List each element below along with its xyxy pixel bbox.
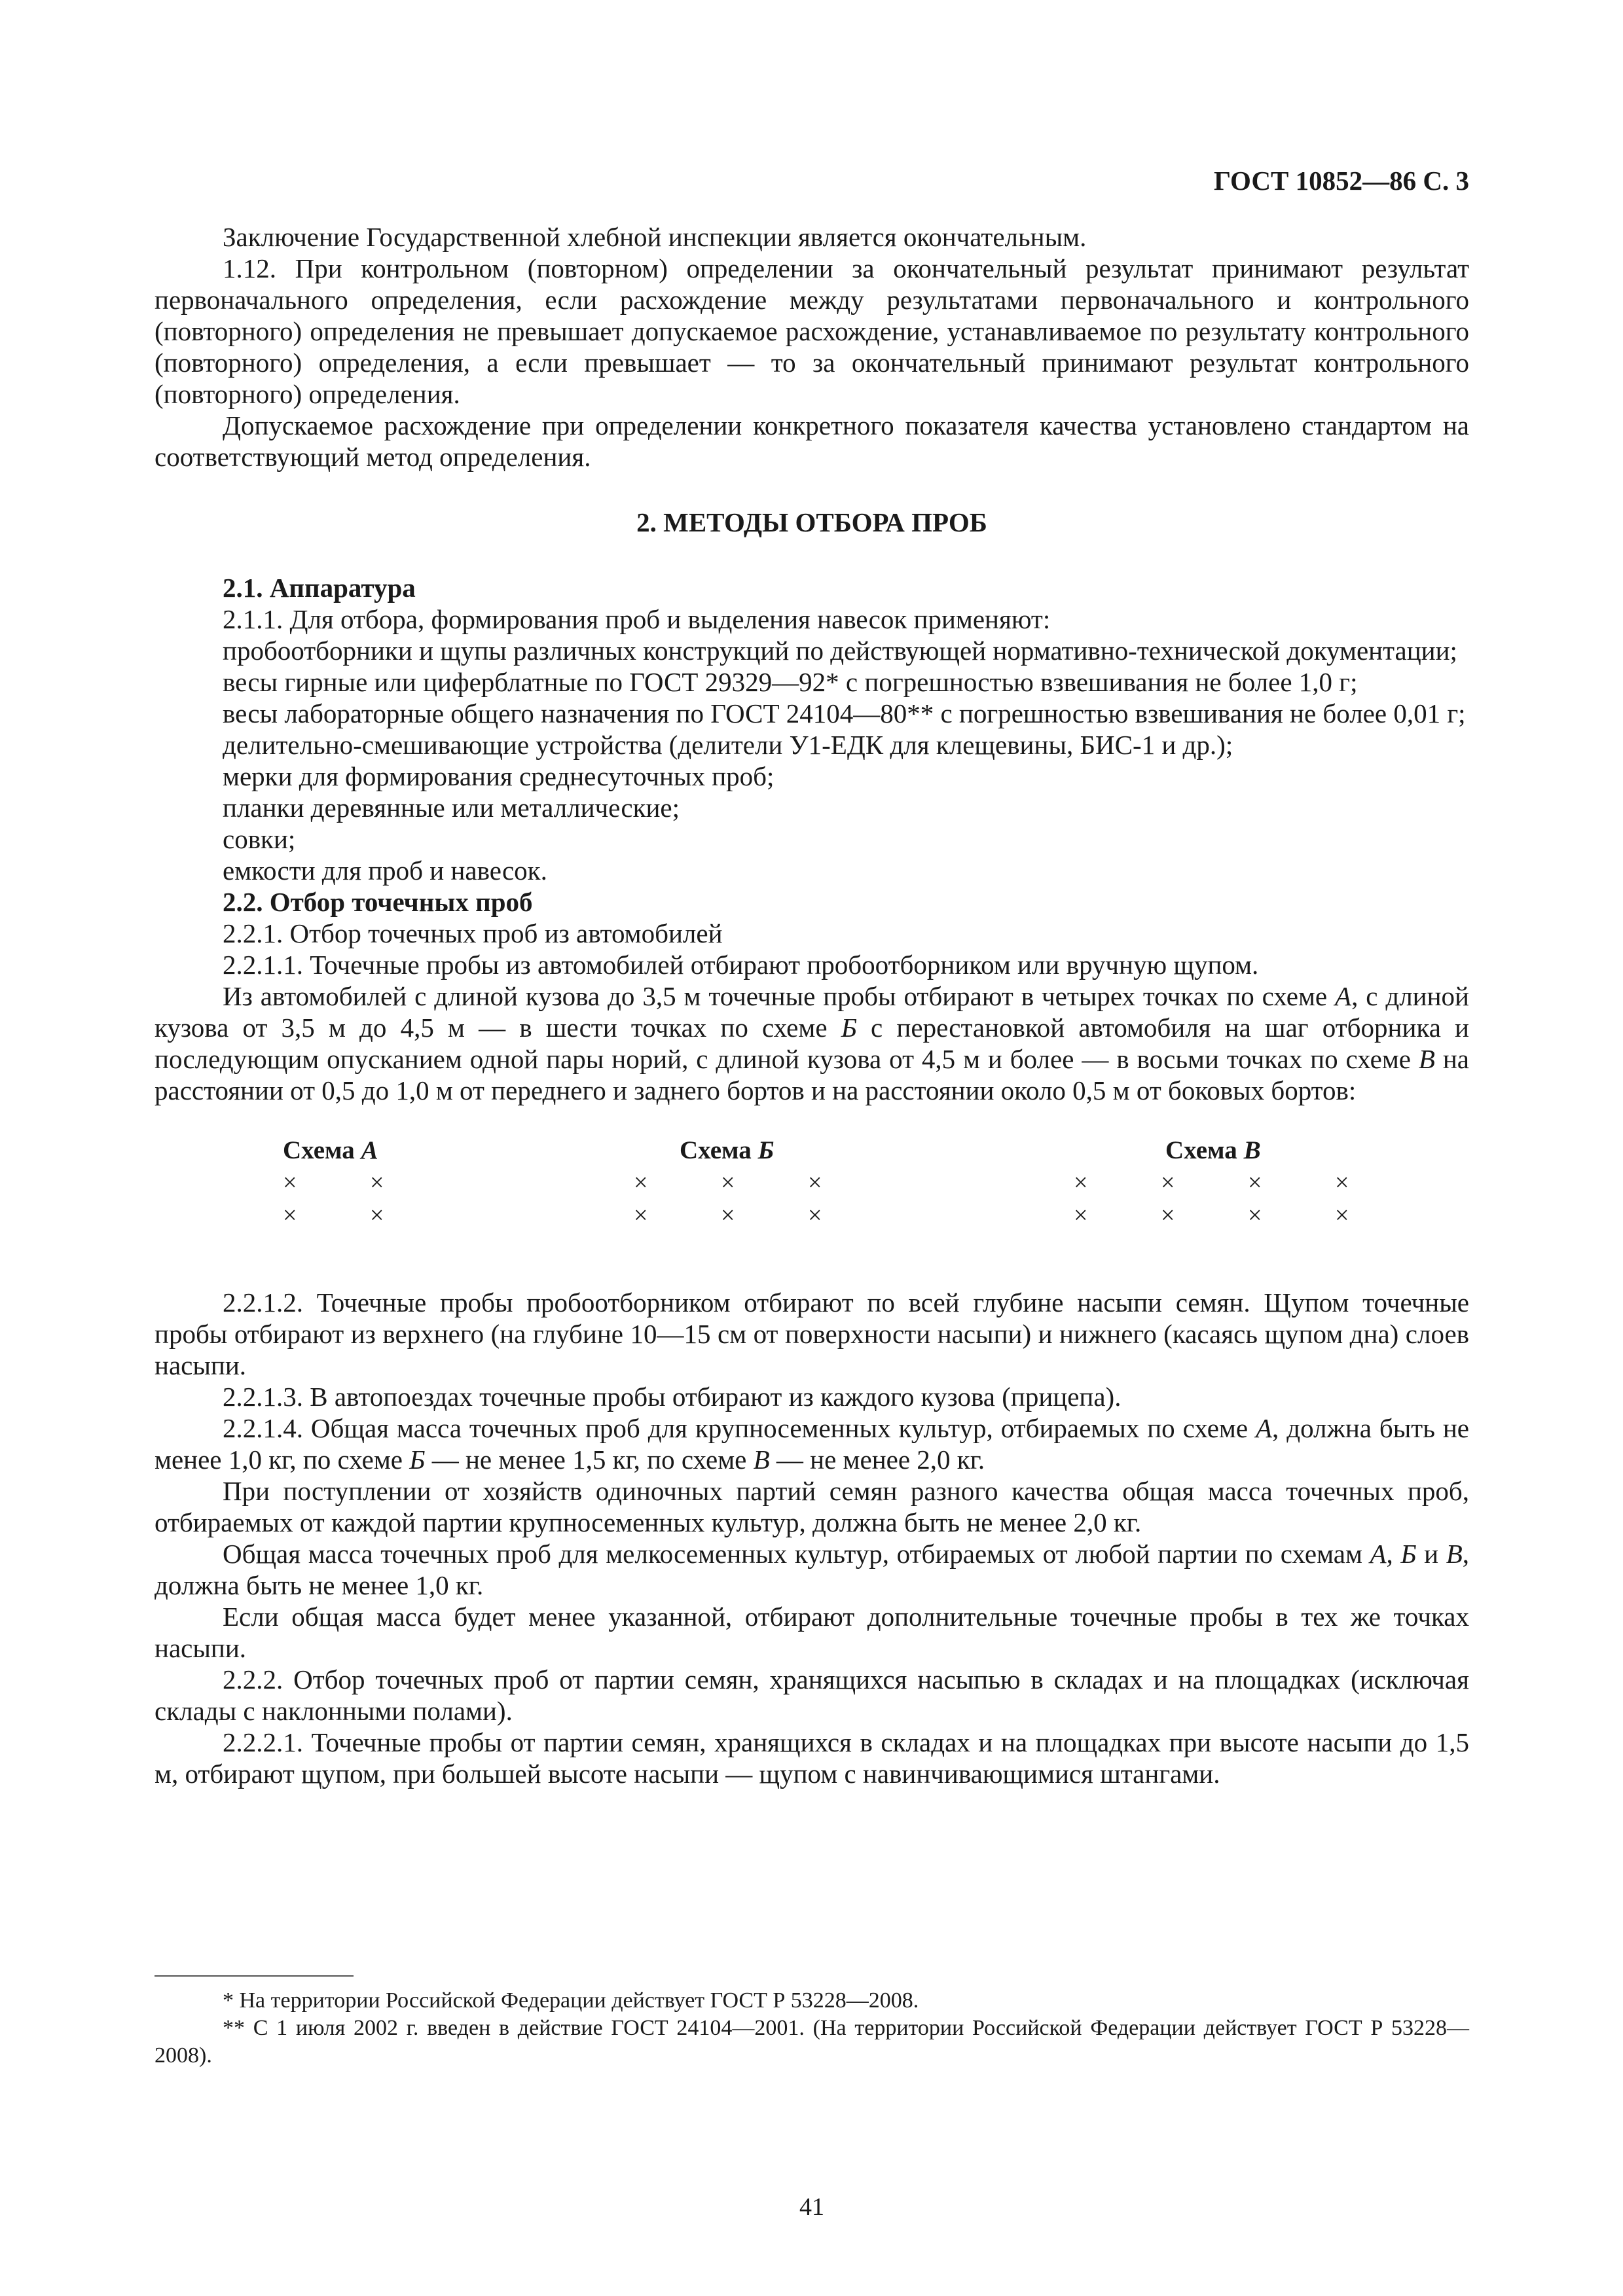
scheme-letter: Б <box>1400 1539 1417 1569</box>
subsection-heading: 2.2. Отбор точечных проб <box>223 887 533 917</box>
sample-point: × <box>721 1202 735 1229</box>
list-item: пробоотборники и щупы различных конструкций по действующей нормативно-технической документации; <box>223 636 1457 666</box>
scheme-row <box>1074 1199 1422 1232</box>
scheme-letter: А <box>1370 1539 1387 1569</box>
text-run: — не менее 2,0 кг. <box>769 1444 985 1475</box>
sample-point: × <box>283 1169 297 1196</box>
scheme-letter: В <box>1243 1136 1261 1164</box>
scheme-letter: А <box>1335 981 1352 1011</box>
text-run: Общая масса точечных проб для мелкосеменных культур, отбираемых от любой партии по схемам <box>223 1539 1370 1569</box>
sample-point: × <box>1074 1169 1088 1196</box>
text-run: и <box>1416 1539 1446 1569</box>
scheme-title <box>283 1135 457 1166</box>
sample-point: × <box>1248 1202 1262 1229</box>
sample-point: × <box>634 1202 648 1229</box>
scheme-letter: Б <box>757 1136 775 1164</box>
running-header: ГОСТ 10852—86 С. 3 <box>1213 166 1469 196</box>
scheme-row <box>634 1166 895 1199</box>
sample-point: × <box>1161 1169 1175 1196</box>
text-run: , с длиной кузова от 3,5 м до 4,5 м — в шести точках по схеме <box>155 981 1469 1043</box>
text-run: , <box>1386 1539 1401 1569</box>
text-run: Из автомобилей с длиной кузова до 3,5 м точечные пробы отбирают в четырех точках по схеме <box>223 981 1336 1011</box>
scheme-label: Схема <box>680 1136 758 1164</box>
sample-point: × <box>370 1169 384 1196</box>
scheme-b <box>634 1135 895 1232</box>
paragraph: Если общая масса будет менее указанной, отбирают дополнительные точечные пробы в тех же точках насыпи. <box>155 1602 1469 1663</box>
scheme-letter: А <box>361 1136 378 1164</box>
sampling-schemes <box>155 1135 1469 1274</box>
text-run: с перестановкой автомобиля на шаг отборника и последующим опусканием одной пары норий, с длиной кузова от 4,5 м и более — в восьми точках по схеме <box>155 1013 1469 1074</box>
paragraph: 2.1.1. Для отбора, формирования проб и выделения навесок применяют: <box>223 604 1051 634</box>
list-item: совки; <box>223 824 296 854</box>
subsection-heading: 2.1. Аппаратура <box>223 573 416 603</box>
paragraph: 2.2.1.2. Точечные пробы пробоотборником отбирают по всей глубине насыпи семян. Щупом точечные пробы отбирают из верхнего (на глубине 10—15 см от поверхности насыпи) и нижнего (касаясь щупом дна) слоев насыпи. <box>155 1287 1469 1380</box>
sample-point: × <box>1335 1169 1349 1196</box>
scheme-a <box>283 1135 457 1232</box>
scheme-letter: В <box>1446 1539 1463 1569</box>
document-body <box>155 221 1469 1789</box>
sample-point: × <box>634 1169 648 1196</box>
paragraph: Допускаемое расхождение при определении конкретного показателя качества установлено стандартом на соответствующий метод определения. <box>155 410 1469 472</box>
list-item: планки деревянные или металлические; <box>223 793 680 823</box>
text-run: , должна быть не менее 1,0 кг, по схеме <box>155 1413 1469 1475</box>
paragraph <box>155 1412 1469 1475</box>
list-item: весы гирные или циферблатные по ГОСТ 29329—92* с погрешностью взвешивания не более 1,0 г; <box>223 667 1358 697</box>
text-run: , должна быть не менее 1,0 кг. <box>155 1539 1469 1600</box>
scheme-title <box>1074 1135 1422 1166</box>
text-run: на расстоянии от 0,5 до 1,0 м от переднего и заднего бортов и на расстоянии около 0,5 м от боковых бортов: <box>155 1044 1470 1105</box>
paragraph: 2.2.2. Отбор точечных проб от партии семян, хранящихся насыпью в складах и на площадках (исключая склады с наклонными полами). <box>155 1664 1469 1726</box>
scheme-v <box>1074 1135 1422 1232</box>
paragraph: 1.12. При контрольном (повторном) определении за окончательный результат принимают результат первоначального определения, если расхождение между результатами первоначального и контрольного (повторного) определения не превышает допускаемое расхождение, устанавливаемое по результату контрольного (повторного) определения, а если превышает — то за окончательный принимают результат контрольного (повторного) определения. <box>155 253 1469 409</box>
scheme-row <box>283 1166 457 1199</box>
scheme-letter: А <box>1255 1413 1273 1443</box>
scheme-letter: В <box>1418 1044 1435 1074</box>
footnote: * На территории Российской Федерации действует ГОСТ Р 53228—2008. <box>223 1988 919 2013</box>
list-item: весы лабораторные общего назначения по ГОСТ 24104—80** с погрешностью взвешивания не более 0,01 г; <box>223 698 1466 728</box>
paragraph: 2.2.1.1. Точечные пробы из автомобилей отбирают пробоотборником или вручную щупом. <box>223 950 1259 980</box>
list-item: делительно-смешивающие устройства (делители У1-ЕДК для клещевины, БИС-1 и др.); <box>223 730 1233 760</box>
section-title: 2. МЕТОДЫ ОТБОРА ПРОБ <box>636 507 987 537</box>
footnote-divider <box>155 1975 354 1977</box>
sample-point: × <box>1074 1202 1088 1229</box>
paragraph <box>155 980 1469 1106</box>
scheme-row <box>634 1199 895 1232</box>
scheme-letter: Б <box>841 1013 857 1043</box>
paragraph <box>155 1538 1469 1601</box>
sample-point: × <box>1161 1202 1175 1229</box>
scheme-letter: Б <box>409 1444 426 1475</box>
list-item: емкости для проб и навесок. <box>223 855 547 886</box>
sample-point: × <box>370 1202 384 1229</box>
paragraph: Заключение Государственной хлебной инспекции является окончательным. <box>223 222 1087 252</box>
text-run: 2.2.1.4. Общая масса точечных проб для крупносеменных культур, отбираемых по схеме <box>223 1413 1256 1443</box>
list-item: мерки для формирования среднесуточных проб; <box>223 761 775 791</box>
scheme-row <box>1074 1166 1422 1199</box>
sample-point: × <box>721 1169 735 1196</box>
sample-point: × <box>1335 1202 1349 1229</box>
page-number: 41 <box>799 2193 824 2221</box>
paragraph: 2.2.1.3. В автопоездах точечные пробы отбирают из каждого кузова (прицепа). <box>223 1382 1122 1412</box>
paragraph: 2.2.2.1. Точечные пробы от партии семян, хранящихся в складах и на площадках при высоте насыпи до 1,5 м, отбирают щупом, при большей высоте насыпи — щупом с навинчивающимися штангами. <box>155 1727 1469 1789</box>
sample-point: × <box>808 1169 822 1196</box>
paragraph: 2.2.1. Отбор точечных проб из автомобилей <box>223 918 723 948</box>
paragraph: При поступлении от хозяйств одиночных партий семян разного качества общая масса точечных проб, отбираемых от каждой партии крупносеменных культур, должна быть не менее 2,0 кг. <box>155 1476 1469 1537</box>
scheme-title <box>634 1135 895 1166</box>
sample-point: × <box>808 1202 822 1229</box>
text-run: — не менее 1,5 кг, по схеме <box>425 1444 754 1475</box>
sample-point: × <box>1248 1169 1262 1196</box>
scheme-label: Схема <box>283 1136 361 1164</box>
scheme-row <box>283 1199 457 1232</box>
sample-point: × <box>283 1202 297 1229</box>
scheme-letter: В <box>753 1444 770 1475</box>
footnotes <box>155 1975 1469 2070</box>
scheme-label: Схема <box>1165 1136 1244 1164</box>
footnote: ** С 1 июля 2002 г. введен в действие ГОСТ 24104—2001. (На территории Российской Федерации действует ГОСТ Р 53228—2008). <box>155 2016 1469 2068</box>
